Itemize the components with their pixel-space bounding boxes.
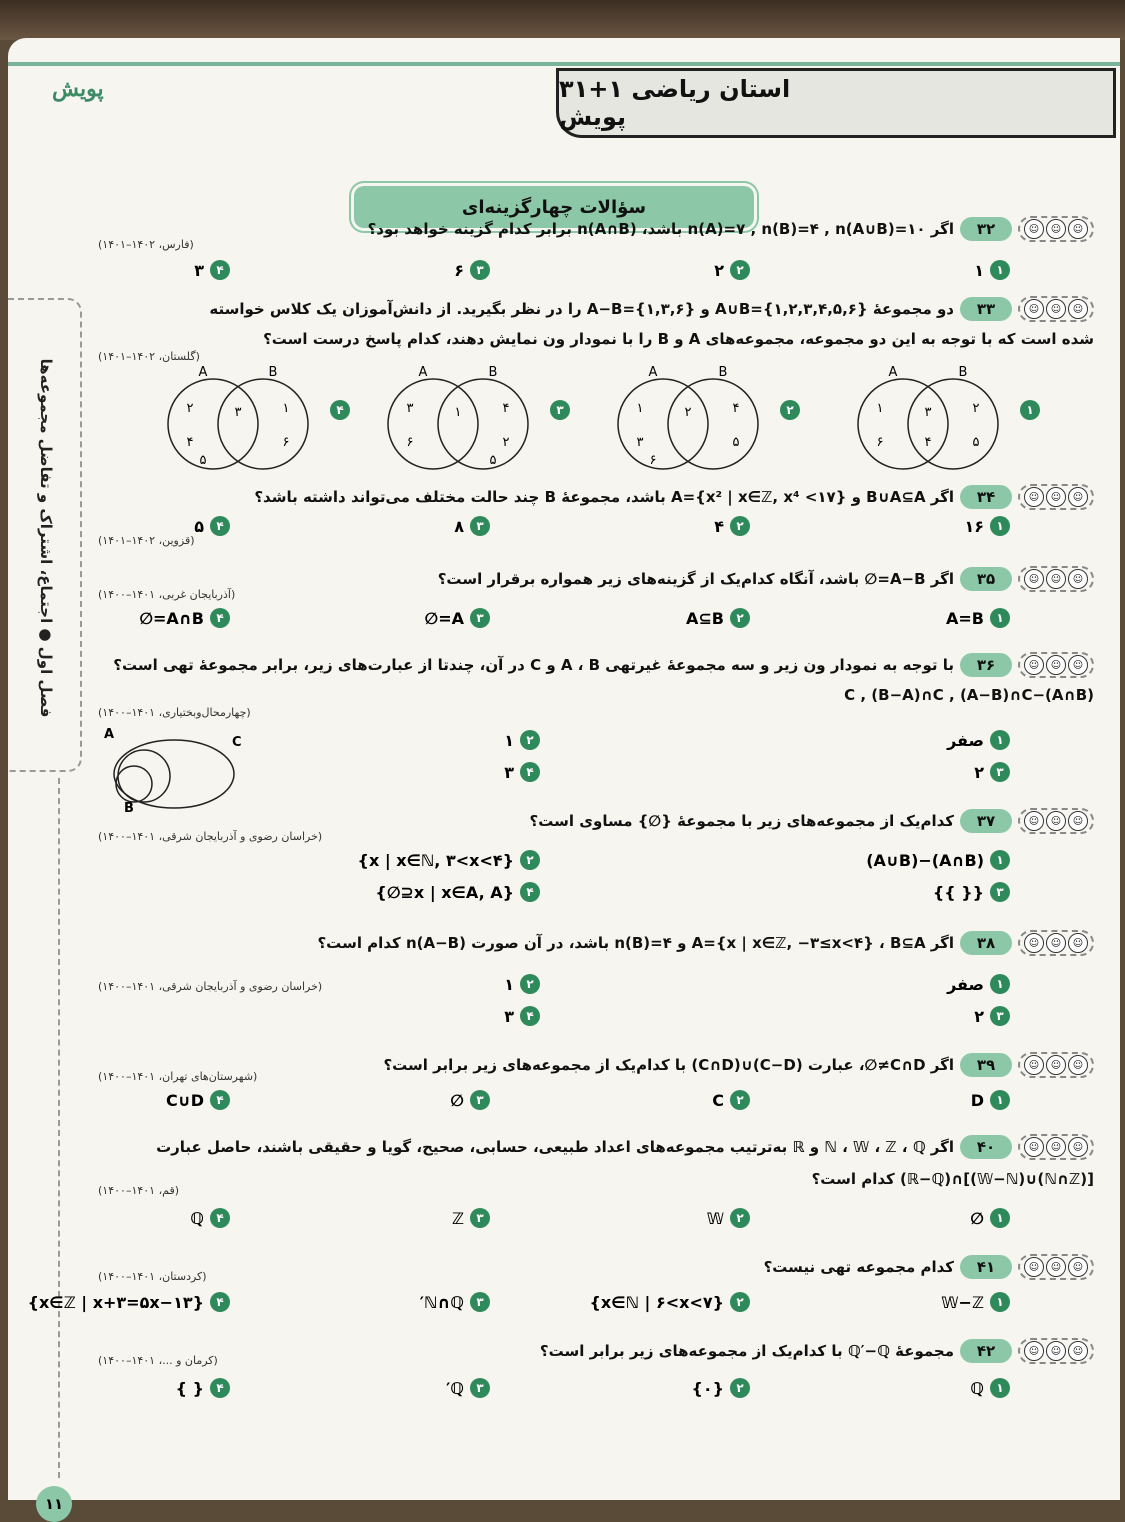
- option-label: ۲: [730, 1090, 750, 1110]
- question-38: [317, 930, 1094, 956]
- option-4[interactable]: [504, 762, 540, 782]
- face-icon: ☺: [1046, 1257, 1066, 1277]
- option-2[interactable]: [686, 608, 750, 628]
- option-value: {x∈ℤ | x+۳=۵x−۱۳}: [27, 1292, 204, 1312]
- book-title: ۳۱+۱ استان ریاضی پویش: [556, 68, 1116, 138]
- question-34: [254, 484, 1094, 510]
- option-2[interactable]: [712, 1090, 750, 1110]
- face-icon: ☺: [1068, 655, 1088, 675]
- venn-element: ۶: [282, 435, 290, 450]
- option-value: ℚ: [190, 1208, 204, 1228]
- option-label: ۲: [780, 400, 800, 420]
- question-header: [438, 566, 1094, 592]
- face-icon: ☺: [1046, 569, 1066, 589]
- question-39: [383, 1052, 1094, 1078]
- option-label: ۴: [210, 1208, 230, 1228]
- option-2[interactable]: [707, 1208, 750, 1228]
- face-icon: ☺: [1046, 299, 1066, 319]
- option-label: ۳: [990, 1006, 1010, 1026]
- question-text-continued: [(ℕ∩ℤ)∪(𝕎−ℕ)]∩(ℝ−ℚ) کدام است؟: [811, 1170, 1094, 1188]
- face-icon: ☺: [1068, 1137, 1088, 1157]
- option-4[interactable]: [375, 882, 540, 902]
- question-text: اگر A−B=∅ باشد، آنگاه کدام‌یک از گزینه‌های زیر همواره برقرار است؟: [437, 570, 954, 588]
- question-33: [209, 296, 1094, 322]
- difficulty-faces: [1018, 296, 1094, 322]
- option-value: صفر: [947, 730, 984, 750]
- option-label: ۱: [990, 1090, 1010, 1110]
- venn-element: ۳: [234, 405, 242, 420]
- chapter-title: فصل اول ● اجتماع، اشتراک و تفاضل مجموعه‌ها: [37, 358, 55, 718]
- option-value: ۳: [504, 1006, 514, 1026]
- option-label: ۳: [550, 400, 570, 420]
- face-icon: ☺: [1068, 1341, 1088, 1361]
- question-source: (چهارمحال‌وبختیاری، ۱۴۰۱–۱۴۰۰): [98, 706, 251, 719]
- option-label: ۲: [730, 608, 750, 628]
- question-header: [368, 216, 1094, 242]
- option-value: ∅: [970, 1208, 984, 1228]
- difficulty-faces: [1018, 1134, 1094, 1160]
- venn-element: ۳: [924, 405, 932, 420]
- option-label: ۳: [470, 1378, 490, 1398]
- question-36: [113, 652, 1094, 678]
- question-text-continued: (A∩B)−C , (B−A)∩C , (A−B)∩C: [844, 686, 1094, 704]
- venn-element: ۱: [876, 401, 884, 416]
- set-c-ellipse: [114, 740, 234, 808]
- option-3[interactable]: [454, 516, 490, 536]
- header-rule: [8, 62, 1120, 66]
- venn-element: ۱: [454, 405, 462, 420]
- question-text-line2: [263, 330, 1094, 348]
- option-2[interactable]: [714, 516, 750, 536]
- venn-diagram-option-3[interactable]: [378, 364, 548, 474]
- face-icon: ☺: [1046, 811, 1066, 831]
- set-a-circle: [858, 379, 948, 469]
- option-4[interactable]: [504, 1006, 540, 1026]
- option-label: ۲: [730, 516, 750, 536]
- difficulty-faces: [1018, 566, 1094, 592]
- question-text: کدام مجموعه تهی نیست؟: [763, 1258, 954, 1276]
- option-value: C: [712, 1090, 724, 1110]
- venn-diagram-option-4[interactable]: [158, 364, 328, 474]
- option-3[interactable]: [454, 260, 490, 280]
- option-label: ۲: [730, 1378, 750, 1398]
- question-header: [156, 1134, 1094, 1160]
- question-text: با توجه به نمودار ون زیر و سه مجموعهٔ غیرتهی A ، B و C در آن، چندتا از عبارت‌های زیر، برابر مجموعهٔ تهی است؟: [113, 656, 954, 674]
- set-b-label: B: [124, 801, 134, 816]
- option-value: ۶: [454, 260, 464, 280]
- option-label: ۳: [470, 1292, 490, 1312]
- face-icon: ☺: [1068, 569, 1088, 589]
- face-icon: ☺: [1068, 299, 1088, 319]
- question-source: (شهرستان‌های تهران، ۱۴۰۱–۱۴۰۰): [98, 1070, 258, 1083]
- set-b-label: B: [718, 365, 728, 380]
- venn-element: ۶: [876, 435, 884, 450]
- option-1[interactable]: [947, 974, 1010, 994]
- option-value: (A∩B)−(A∪B): [866, 850, 984, 870]
- venn-element: ۳: [636, 435, 644, 450]
- option-label: ۱: [990, 608, 1010, 628]
- difficulty-faces: [1018, 1052, 1094, 1078]
- venn-diagram-q36: [94, 724, 244, 814]
- option-1[interactable]: [974, 260, 1010, 280]
- option-3[interactable]: [420, 1292, 490, 1312]
- question-header: [530, 808, 1094, 834]
- option-value: ۵: [194, 516, 204, 536]
- option-value: ۳: [504, 762, 514, 782]
- question-source: (خراسان رضوی و آذربایجان شرقی، ۱۴۰۱–۱۴۰۰): [98, 830, 323, 843]
- book-cover-edge: [0, 0, 1125, 40]
- face-icon: ☺: [1068, 811, 1088, 831]
- face-icon: ☺: [1046, 1055, 1066, 1075]
- difficulty-faces: [1018, 652, 1094, 678]
- face-icon: ☺: [1024, 1137, 1044, 1157]
- face-icon: ☺: [1024, 299, 1044, 319]
- question-source: (قم، ۱۴۰۱–۱۴۰۰): [98, 1184, 179, 1197]
- option-value: ۲: [974, 762, 984, 782]
- question-32: [368, 216, 1094, 242]
- venn-element: ۶: [649, 453, 657, 468]
- question-header: [254, 484, 1094, 510]
- option-label: ۴: [330, 400, 350, 420]
- option-label: ۲: [730, 260, 750, 280]
- set-b-circle: [908, 379, 998, 469]
- option-value: ۱: [974, 260, 984, 280]
- question-number: ۴۱: [960, 1255, 1012, 1279]
- question-text-line2: [844, 686, 1094, 704]
- face-icon: ☺: [1068, 487, 1088, 507]
- option-value: ۴: [714, 516, 724, 536]
- option-1[interactable]: [970, 1378, 1010, 1398]
- set-c-label: C: [232, 735, 242, 750]
- question-text: اگر ℕ ، 𝕎 ، ℤ ، ℚ و ℝ به‌ترتیب مجموعه‌های اعداد طبیعی، حسابی، صحیح، گویا و حقیقی باشند، حاصل عبارت: [156, 1138, 954, 1156]
- face-icon: ☺: [1046, 933, 1066, 953]
- option-value: ۲: [974, 1006, 984, 1026]
- option-value: {x | x∈ℕ, ۳<x<۴}: [357, 850, 514, 870]
- question-source: (گلستان، ۱۴۰۲–۱۴۰۱): [98, 350, 200, 363]
- set-a-label: A: [888, 365, 898, 380]
- option-label: ۱: [990, 516, 1010, 536]
- option-1[interactable]: [941, 1292, 1010, 1312]
- option-value: A⊆B: [686, 608, 724, 628]
- option-label: ۳: [470, 260, 490, 280]
- set-b-label: B: [958, 365, 968, 380]
- question-number: ۴۰: [960, 1135, 1012, 1159]
- option-label: ۲: [730, 1292, 750, 1312]
- option-value: 𝕎−ℤ: [941, 1292, 984, 1312]
- set-a-circle: [118, 750, 170, 802]
- question-40: [156, 1134, 1094, 1160]
- book-page: [8, 38, 1120, 1513]
- difficulty-faces: [1018, 1254, 1094, 1280]
- option-label: ۴: [210, 1090, 230, 1110]
- question-text-line2: [812, 1170, 1094, 1188]
- venn-element: ۵: [732, 435, 740, 450]
- option-label: ۲: [730, 1208, 750, 1228]
- question-header: [540, 1338, 1094, 1364]
- set-b-label: B: [488, 365, 498, 380]
- option-3[interactable]: [452, 1208, 490, 1228]
- option-1[interactable]: [946, 608, 1010, 628]
- option-label: ۳: [990, 762, 1010, 782]
- option-label: ۱: [990, 730, 1010, 750]
- set-b-circle: [116, 766, 152, 802]
- question-number: ۳۶: [960, 653, 1012, 677]
- option-label: ۴: [210, 1378, 230, 1398]
- question-text: دو مجموعهٔ A∪B={۱,۲,۳,۴,۵,۶} و A−B={۱,۳,۶} را در نظر بگیرید. از دانش‌آموزان یک کلاس خواسته: [209, 300, 954, 318]
- set-a-circle: [618, 379, 708, 469]
- difficulty-faces: [1018, 216, 1094, 242]
- question-35: [438, 566, 1094, 592]
- option-label: ۳: [990, 882, 1010, 902]
- option-label: ۱: [990, 1292, 1010, 1312]
- face-icon: ☺: [1024, 219, 1044, 239]
- question-number: ۳۵: [960, 567, 1012, 591]
- question-37: [530, 808, 1094, 834]
- option-value: ℚ′: [446, 1378, 464, 1398]
- option-3[interactable]: [450, 1090, 490, 1110]
- option-1[interactable]: [947, 730, 1010, 750]
- question-source: (کرمان و ...، ۱۴۰۱–۱۴۰۰): [98, 1354, 218, 1367]
- option-value: صفر: [947, 974, 984, 994]
- option-1[interactable]: [971, 1090, 1010, 1110]
- option-label: ۱: [990, 974, 1010, 994]
- question-text: اگر C∩D≠∅، عبارت (C−D)∪(C∩D) با کدام‌یک از مجموعه‌های زیر برابر است؟: [383, 1056, 954, 1074]
- venn-element: ۴: [186, 435, 194, 450]
- option-2[interactable]: [358, 850, 540, 870]
- option-2[interactable]: [590, 1292, 750, 1312]
- option-value: ۱: [504, 730, 514, 750]
- difficulty-faces: [1018, 1338, 1094, 1364]
- set-a-label: A: [648, 365, 658, 380]
- venn-diagram-option-2[interactable]: [608, 364, 778, 474]
- option-label: ۴: [210, 260, 230, 280]
- option-label: ۲: [520, 730, 540, 750]
- question-header: [317, 930, 1094, 956]
- option-2[interactable]: [714, 260, 750, 280]
- venn-element: ۲: [684, 405, 692, 420]
- question-text: مجموعهٔ ℚ′−ℚ با کدام‌یک از مجموعه‌های زیر برابر است؟: [539, 1342, 954, 1360]
- option-4[interactable]: [28, 1292, 230, 1312]
- face-icon: ☺: [1046, 1137, 1066, 1157]
- option-value: { }: [175, 1378, 204, 1398]
- option-label: ۴: [520, 882, 540, 902]
- venn-diagram-option-1[interactable]: [848, 364, 1018, 474]
- option-value: C∪D: [165, 1090, 204, 1110]
- option-label: ۳: [470, 608, 490, 628]
- question-text: اگر A={x | x∈ℤ, −۳≤x<۴} ، B⊆A و n(B)=۴ باشد، در آن صورت n(A−B) کدام است؟: [317, 934, 954, 952]
- question-header: [383, 1052, 1094, 1078]
- question-header: [209, 296, 1094, 322]
- question-42: [540, 1338, 1094, 1364]
- question-source: (آذربایجان غربی، ۱۴۰۱–۱۴۰۰): [98, 588, 236, 601]
- option-value: ۲: [714, 260, 724, 280]
- set-b-label: B: [268, 365, 278, 380]
- option-label: ۴: [210, 608, 230, 628]
- page-number: ۱۱: [36, 1486, 72, 1522]
- venn-element: ۱: [282, 401, 290, 416]
- question-number: ۳۳: [960, 297, 1012, 321]
- face-icon: ☺: [1024, 933, 1044, 953]
- face-icon: ☺: [1068, 219, 1088, 239]
- option-4[interactable]: [190, 1208, 230, 1228]
- set-a-circle: [168, 379, 258, 469]
- option-1[interactable]: [964, 516, 1010, 536]
- option-2[interactable]: [691, 1378, 750, 1398]
- question-text-continued: شده است که با توجه به این دو مجموعه، مجموعه‌های A و B را با نمودار ون نمایش دهند، کدام پاسخ درست است؟: [263, 330, 1094, 348]
- venn-element: ۲: [502, 435, 510, 450]
- option-label: ۱: [990, 1378, 1010, 1398]
- face-icon: ☺: [1068, 933, 1088, 953]
- section-title: سؤالات چهارگزینه‌ای: [354, 186, 754, 228]
- option-label: ۲: [520, 850, 540, 870]
- option-3[interactable]: [974, 1006, 1010, 1026]
- option-4[interactable]: [194, 260, 230, 280]
- venn-element: ۲: [972, 401, 980, 416]
- face-icon: ☺: [1068, 1257, 1088, 1277]
- option-value: ۳: [194, 260, 204, 280]
- option-3[interactable]: [446, 1378, 490, 1398]
- set-b-circle: [668, 379, 758, 469]
- option-value: ℤ: [451, 1208, 464, 1228]
- option-value: A=∅: [424, 608, 464, 628]
- difficulty-faces: [1018, 484, 1094, 510]
- option-value: {۰}: [691, 1378, 724, 1398]
- face-icon: ☺: [1046, 487, 1066, 507]
- option-2[interactable]: [504, 974, 540, 994]
- venn-element: ۶: [406, 435, 414, 450]
- option-value: ℚ: [970, 1378, 984, 1398]
- option-label: ۴: [520, 1006, 540, 1026]
- question-number: ۳۴: [960, 485, 1012, 509]
- option-3[interactable]: [974, 762, 1010, 782]
- face-icon: ☺: [1024, 569, 1044, 589]
- face-icon: ☺: [1046, 1341, 1066, 1361]
- question-header: [764, 1254, 1094, 1280]
- option-4[interactable]: [176, 1378, 230, 1398]
- option-label: ۱: [1020, 400, 1040, 420]
- option-value: ۱: [504, 974, 514, 994]
- venn-element: ۱: [636, 401, 644, 416]
- difficulty-faces: [1018, 930, 1094, 956]
- option-3[interactable]: [933, 882, 1010, 902]
- question-number: ۳۸: [960, 931, 1012, 955]
- set-a-label: A: [198, 365, 208, 380]
- option-4[interactable]: [166, 1090, 230, 1110]
- face-icon: ☺: [1024, 1341, 1044, 1361]
- set-a-label: A: [104, 727, 115, 742]
- option-label: ۲: [520, 974, 540, 994]
- option-value: ۱۶: [964, 516, 984, 536]
- option-value: 𝕎: [706, 1208, 724, 1228]
- venn-element: ۳: [406, 401, 414, 416]
- option-4[interactable]: [139, 608, 230, 628]
- question-number: ۳۷: [960, 809, 1012, 833]
- venn-element: ۲: [186, 401, 194, 416]
- face-icon: ☺: [1024, 811, 1044, 831]
- face-icon: ☺: [1046, 655, 1066, 675]
- question-text: کدام‌یک از مجموعه‌های زیر با مجموعهٔ {∅} مساوی است؟: [529, 812, 954, 830]
- face-icon: ☺: [1024, 487, 1044, 507]
- margin-dashed-line: [58, 778, 60, 1478]
- option-value: ℕ∩ℚ′: [419, 1292, 464, 1312]
- option-value: A∩B=∅: [139, 608, 204, 628]
- set-b-circle: [438, 379, 528, 469]
- face-icon: ☺: [1024, 655, 1044, 675]
- option-label: ۴: [520, 762, 540, 782]
- option-1[interactable]: [970, 1208, 1010, 1228]
- question-text: اگر n(A)=۷ , n(B)=۴ , n(A∪B)=۱۰ باشد، n(A∩B) برابر کدام گزینه خواهد بود؟: [367, 220, 954, 238]
- face-icon: ☺: [1024, 1257, 1044, 1277]
- venn-element: ۴: [732, 401, 740, 416]
- option-label: ۱: [990, 1208, 1010, 1228]
- question-source: (قزوین، ۱۴۰۲–۱۴۰۱): [98, 534, 195, 547]
- option-1[interactable]: [866, 850, 1010, 870]
- option-label: ۳: [470, 1090, 490, 1110]
- publisher-logo: پویش: [52, 76, 104, 102]
- option-value: {x∈ℕ | ۶<x<۷}: [589, 1292, 724, 1312]
- question-source: (فارس، ۱۴۰۲–۱۴۰۱): [98, 238, 194, 251]
- option-value: A=B: [946, 608, 984, 628]
- option-label: ۱: [990, 260, 1010, 280]
- venn-element: ۵: [199, 453, 207, 468]
- option-4[interactable]: [194, 516, 230, 536]
- option-label: ۳: [470, 1208, 490, 1228]
- option-value: {{ }}: [932, 882, 984, 902]
- question-number: ۴۲: [960, 1339, 1012, 1363]
- question-text: اگر B∪A⊆A و A={x² | x∈ℤ, x⁴ <۱۷} باشد، مجموعهٔ B چند حالت مختلف می‌تواند داشته باشد؟: [254, 488, 954, 506]
- venn-element: ۴: [502, 401, 510, 416]
- question-41: [764, 1254, 1094, 1280]
- option-3[interactable]: [425, 608, 491, 628]
- option-value: ۸: [454, 516, 464, 536]
- set-b-circle: [218, 379, 308, 469]
- option-value: ∅: [450, 1090, 464, 1110]
- option-label: ۳: [470, 516, 490, 536]
- question-number: ۳۲: [960, 217, 1012, 241]
- option-2[interactable]: [504, 730, 540, 750]
- question-number: ۳۹: [960, 1053, 1012, 1077]
- option-value: D: [970, 1090, 984, 1110]
- face-icon: ☺: [1024, 1055, 1044, 1075]
- set-a-label: A: [418, 365, 428, 380]
- venn-element: ۴: [924, 435, 932, 450]
- option-value: {x | x∈A, A⊆∅}: [375, 882, 514, 902]
- question-header: [113, 652, 1094, 678]
- face-icon: ☺: [1068, 1055, 1088, 1075]
- difficulty-faces: [1018, 808, 1094, 834]
- question-source: (کردستان، ۱۴۰۱–۱۴۰۰): [98, 1270, 207, 1283]
- venn-element: ۵: [489, 453, 497, 468]
- option-label: ۱: [990, 850, 1010, 870]
- set-a-circle: [388, 379, 478, 469]
- question-source: (خراسان رضوی و آذربایجان شرقی، ۱۴۰۱–۱۴۰۰): [98, 980, 323, 993]
- face-icon: ☺: [1046, 219, 1066, 239]
- option-label: ۴: [210, 516, 230, 536]
- option-label: ۴: [210, 1292, 230, 1312]
- venn-element: ۵: [972, 435, 980, 450]
